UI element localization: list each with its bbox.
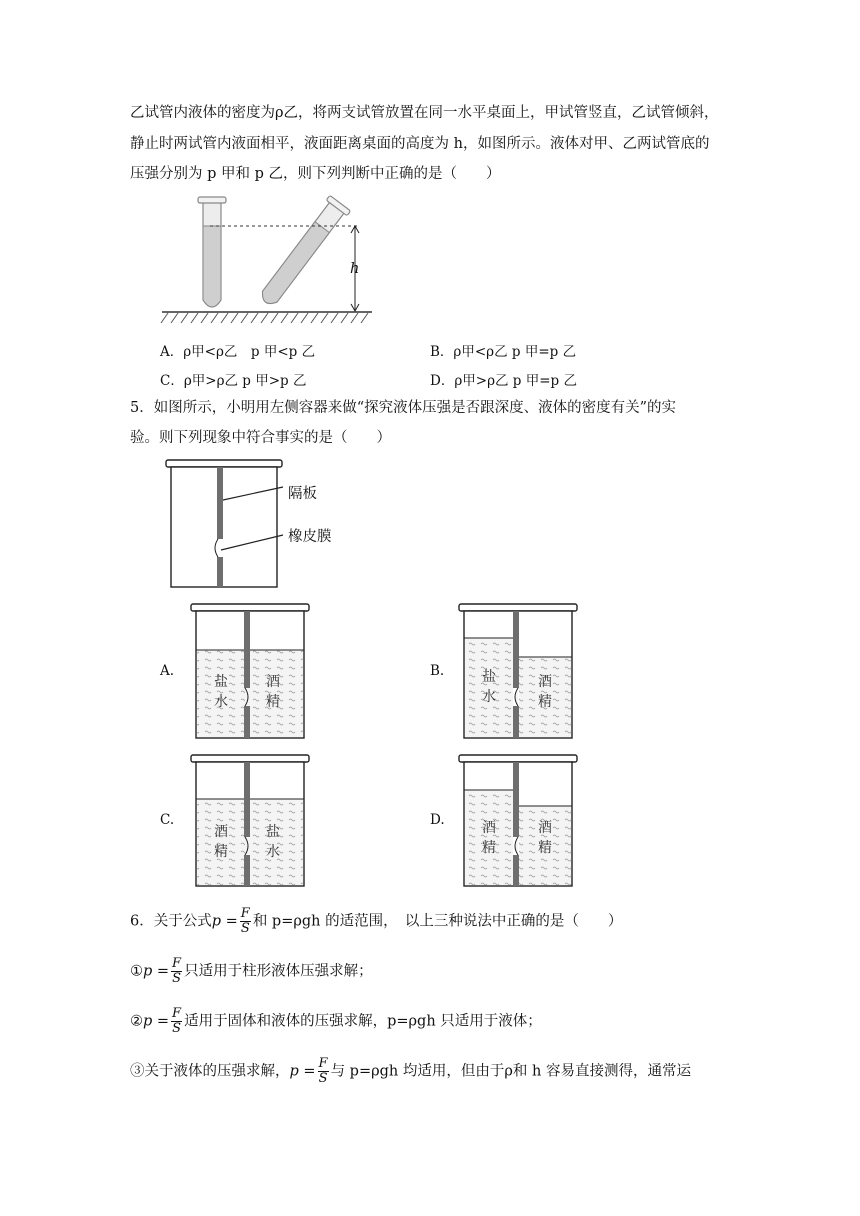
q5-line-2: 验。则下列现象中符合事实的是（ ） (130, 430, 391, 446)
membrane-label: 橡皮膜 (288, 529, 332, 545)
q4-line-3: 压强分别为 p 甲和 p 乙，则下列判断中正确的是（ ） (130, 166, 501, 182)
fraction-f-over-s: $\frac{F}{S}$ (240, 906, 250, 936)
a-right-2: 精 (266, 694, 280, 710)
b-right-2: 精 (538, 694, 552, 710)
a-right-1: 酒 (266, 674, 280, 690)
q5-option-b-label: B. (430, 663, 445, 679)
q4-option-a: A．ρ甲<ρ乙 p 甲<p 乙 (160, 344, 316, 360)
beaker-a (191, 604, 309, 738)
a-left-1: 盐 (214, 674, 228, 690)
formula-p: p = (211, 913, 238, 930)
q6-item-2: ②p = $\frac{F}{S}$ 适用于固体和液体的压强求解，p=ρgh 只适用于液体； (130, 1006, 542, 1036)
partition-label: 隔板 (288, 486, 317, 502)
c-right-2: 水 (266, 844, 280, 860)
c-left-1: 酒 (214, 824, 228, 840)
q5-line-1: 5．如图所示，小明用左侧容器来做“探究液体压强是否跟深度、液体的密度有关”的实 (130, 400, 677, 416)
d-left-2: 精 (482, 840, 496, 856)
q4-option-c: C．ρ甲>ρ乙 p 甲>p 乙 (160, 373, 307, 389)
q5-option-a-label: A. (160, 663, 175, 679)
q4-line-2: 静止时两试管内液面相平，液面距离桌面的高度为 h，如图所示。液体对甲、乙两试管底的 (130, 136, 710, 152)
q6-item-3: ③关于液体的压强求解，p = $\frac{F}{S}$ 与 p=ρgh 均适用，但由于ρ和 h 容易直接测得，通常运 (130, 1056, 691, 1086)
q4-line-1: 乙试管内液体的密度为ρ乙，将两支试管放置在同一水平桌面上，甲试管竖直，乙试管倾斜， (130, 105, 719, 121)
beaker-b (459, 604, 577, 738)
q5-option-d-label: D. (430, 812, 445, 828)
beaker-d (459, 755, 577, 886)
q6-item-1: ①p = $\frac{F}{S}$ 只适用于柱形液体压强求解； (130, 956, 373, 986)
q4-option-d: D．ρ甲>ρ乙 p 甲=p 乙 (430, 373, 577, 389)
d-right-1: 酒 (538, 820, 552, 836)
c-right-1: 盐 (266, 824, 280, 840)
q4-option-b: B．ρ甲<ρ乙 p 甲=p 乙 (430, 344, 577, 360)
c-left-2: 精 (214, 844, 228, 860)
b-left-1: 盐 (482, 669, 496, 685)
q5-option-c-label: C. (160, 812, 175, 828)
q6-line-1: 6．关于公式p = $\frac{F}{S}$ 和 p=ρgh 的适范围， 以上三种说法中正确的是（ ） (130, 906, 623, 936)
b-left-2: 水 (482, 689, 496, 705)
h-label: h (350, 261, 360, 277)
beaker-c (191, 755, 309, 886)
a-left-2: 水 (214, 694, 228, 710)
d-right-2: 精 (538, 840, 552, 856)
b-right-1: 酒 (538, 674, 552, 690)
d-left-1: 酒 (482, 820, 496, 836)
